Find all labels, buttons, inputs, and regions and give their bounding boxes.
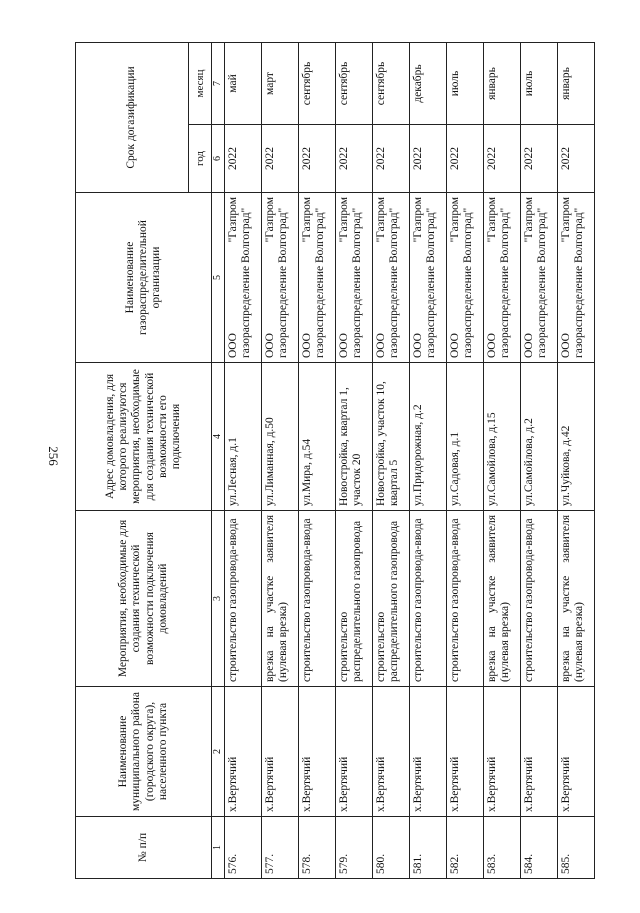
row-year: 2022: [484, 125, 521, 193]
row-number: 578.: [299, 817, 336, 879]
table-row: [336, 43, 373, 879]
row-address: ул.Лиманная, д.50: [262, 363, 299, 511]
row-measure: строительство распределительного газопровода: [336, 511, 373, 687]
column-number: 2: [212, 687, 225, 817]
row-address: ул.Придорожная, д.2: [410, 363, 447, 511]
row-district: х.Вертячий: [336, 687, 373, 817]
row-district: х.Вертячий: [299, 687, 336, 817]
header-org: Наименование газораспределительной организации: [76, 193, 212, 363]
row-number: 580.: [373, 817, 410, 879]
row-org: ООО "Газпром газораспределение Волгоград": [336, 193, 373, 363]
table-row: [410, 43, 447, 879]
row-number: 577.: [262, 817, 299, 879]
row-year: 2022: [262, 125, 299, 193]
row-district: х.Вертячий: [410, 687, 447, 817]
row-number: 585.: [558, 817, 595, 879]
header-address: Адрес домовладения, для которого реализуются мероприятия, необходимые для создания технической возможности его подключения: [76, 363, 212, 511]
table-row: [373, 43, 410, 879]
row-month: январь: [484, 43, 521, 125]
column-number: 1: [212, 817, 225, 879]
row-month: сентябрь: [299, 43, 336, 125]
row-org: ООО "Газпром газораспределение Волгоград": [521, 193, 558, 363]
table-row: [447, 43, 484, 879]
row-measure: строительство распределительного газопровода: [373, 511, 410, 687]
row-year: 2022: [558, 125, 595, 193]
row-measure: строительство газопровода-ввода: [410, 511, 447, 687]
row-address: ул.Чуйкова, д.42: [558, 363, 595, 511]
table-row: [558, 43, 595, 879]
page-number: 256: [46, 446, 61, 466]
header-year: год: [189, 125, 212, 193]
row-address: Новостройка, квартал 1, участок 20: [336, 363, 373, 511]
header-month: месяц: [189, 43, 212, 125]
row-month: декабрь: [410, 43, 447, 125]
row-measure: врезка на участке заявителя (нулевая врезка): [484, 511, 521, 687]
table-row: [225, 43, 262, 879]
table-row: [299, 43, 336, 879]
column-number: 5: [212, 193, 225, 363]
row-measure: врезка на участке заявителя (нулевая врезка): [558, 511, 595, 687]
column-number: 6: [212, 125, 225, 193]
row-address: ул.Лесная, д.1: [225, 363, 262, 511]
row-month: сентябрь: [336, 43, 373, 125]
row-month: сентябрь: [373, 43, 410, 125]
row-number: 581.: [410, 817, 447, 879]
row-year: 2022: [225, 125, 262, 193]
row-month: июль: [521, 43, 558, 125]
rotated-table-container: [75, 43, 595, 879]
row-address: ул.Мира, д.54: [299, 363, 336, 511]
row-address: ул.Самойлова, д.15: [484, 363, 521, 511]
row-number: 579.: [336, 817, 373, 879]
row-address: ул.Садовая, д.1: [447, 363, 484, 511]
row-year: 2022: [521, 125, 558, 193]
gasification-table: [75, 42, 595, 879]
row-measure: врезка на участке заявителя (нулевая врезка): [262, 511, 299, 687]
header-term: Срок догазификации: [76, 43, 189, 193]
row-number: 584.: [521, 817, 558, 879]
row-measure: строительство газопровода-ввода: [447, 511, 484, 687]
row-district: х.Вертячий: [225, 687, 262, 817]
row-number: 582.: [447, 817, 484, 879]
row-org: ООО "Газпром газораспределение Волгоград": [262, 193, 299, 363]
header-measures: Мероприятия, необходимые для создания технической возможности подключения домовладений: [76, 511, 212, 687]
row-org: ООО "Газпром газораспределение Волгоград": [558, 193, 595, 363]
row-month: январь: [558, 43, 595, 125]
row-measure: строительство газопровода-ввода: [299, 511, 336, 687]
table-row: [521, 43, 558, 879]
row-month: май: [225, 43, 262, 125]
row-month: март: [262, 43, 299, 125]
row-number: 583.: [484, 817, 521, 879]
row-year: 2022: [373, 125, 410, 193]
table-row: [262, 43, 299, 879]
row-district: х.Вертячий: [484, 687, 521, 817]
row-address: Новостройка, участок 10, квартал 5: [373, 363, 410, 511]
row-year: 2022: [299, 125, 336, 193]
row-district: х.Вертячий: [558, 687, 595, 817]
row-district: х.Вертячий: [521, 687, 558, 817]
column-number: 3: [212, 511, 225, 687]
column-number: 7: [212, 43, 225, 125]
row-year: 2022: [336, 125, 373, 193]
column-number: 4: [212, 363, 225, 511]
table-row: [484, 43, 521, 879]
row-org: ООО "Газпром газораспределение Волгоград": [447, 193, 484, 363]
row-measure: строительство газопровода-ввода: [225, 511, 262, 687]
row-district: х.Вертячий: [262, 687, 299, 817]
row-year: 2022: [410, 125, 447, 193]
header-district: Наименование муниципального района (городского округа), населенного пункта: [76, 687, 212, 817]
row-number: 576.: [225, 817, 262, 879]
row-org: ООО "Газпром газораспределение Волгоград": [225, 193, 262, 363]
row-org: ООО "Газпром газораспределение Волгоград": [410, 193, 447, 363]
row-address: ул.Самойлова, д.2: [521, 363, 558, 511]
row-district: х.Вертячий: [447, 687, 484, 817]
row-org: ООО "Газпром газораспределение Волгоград": [299, 193, 336, 363]
row-org: ООО "Газпром газораспределение Волгоград": [373, 193, 410, 363]
row-org: ООО "Газпром газораспределение Волгоград": [484, 193, 521, 363]
row-measure: строительство газопровода-ввода: [521, 511, 558, 687]
row-year: 2022: [447, 125, 484, 193]
header-num: № п/п: [76, 817, 212, 879]
row-district: х.Вертячий: [373, 687, 410, 817]
row-month: июль: [447, 43, 484, 125]
